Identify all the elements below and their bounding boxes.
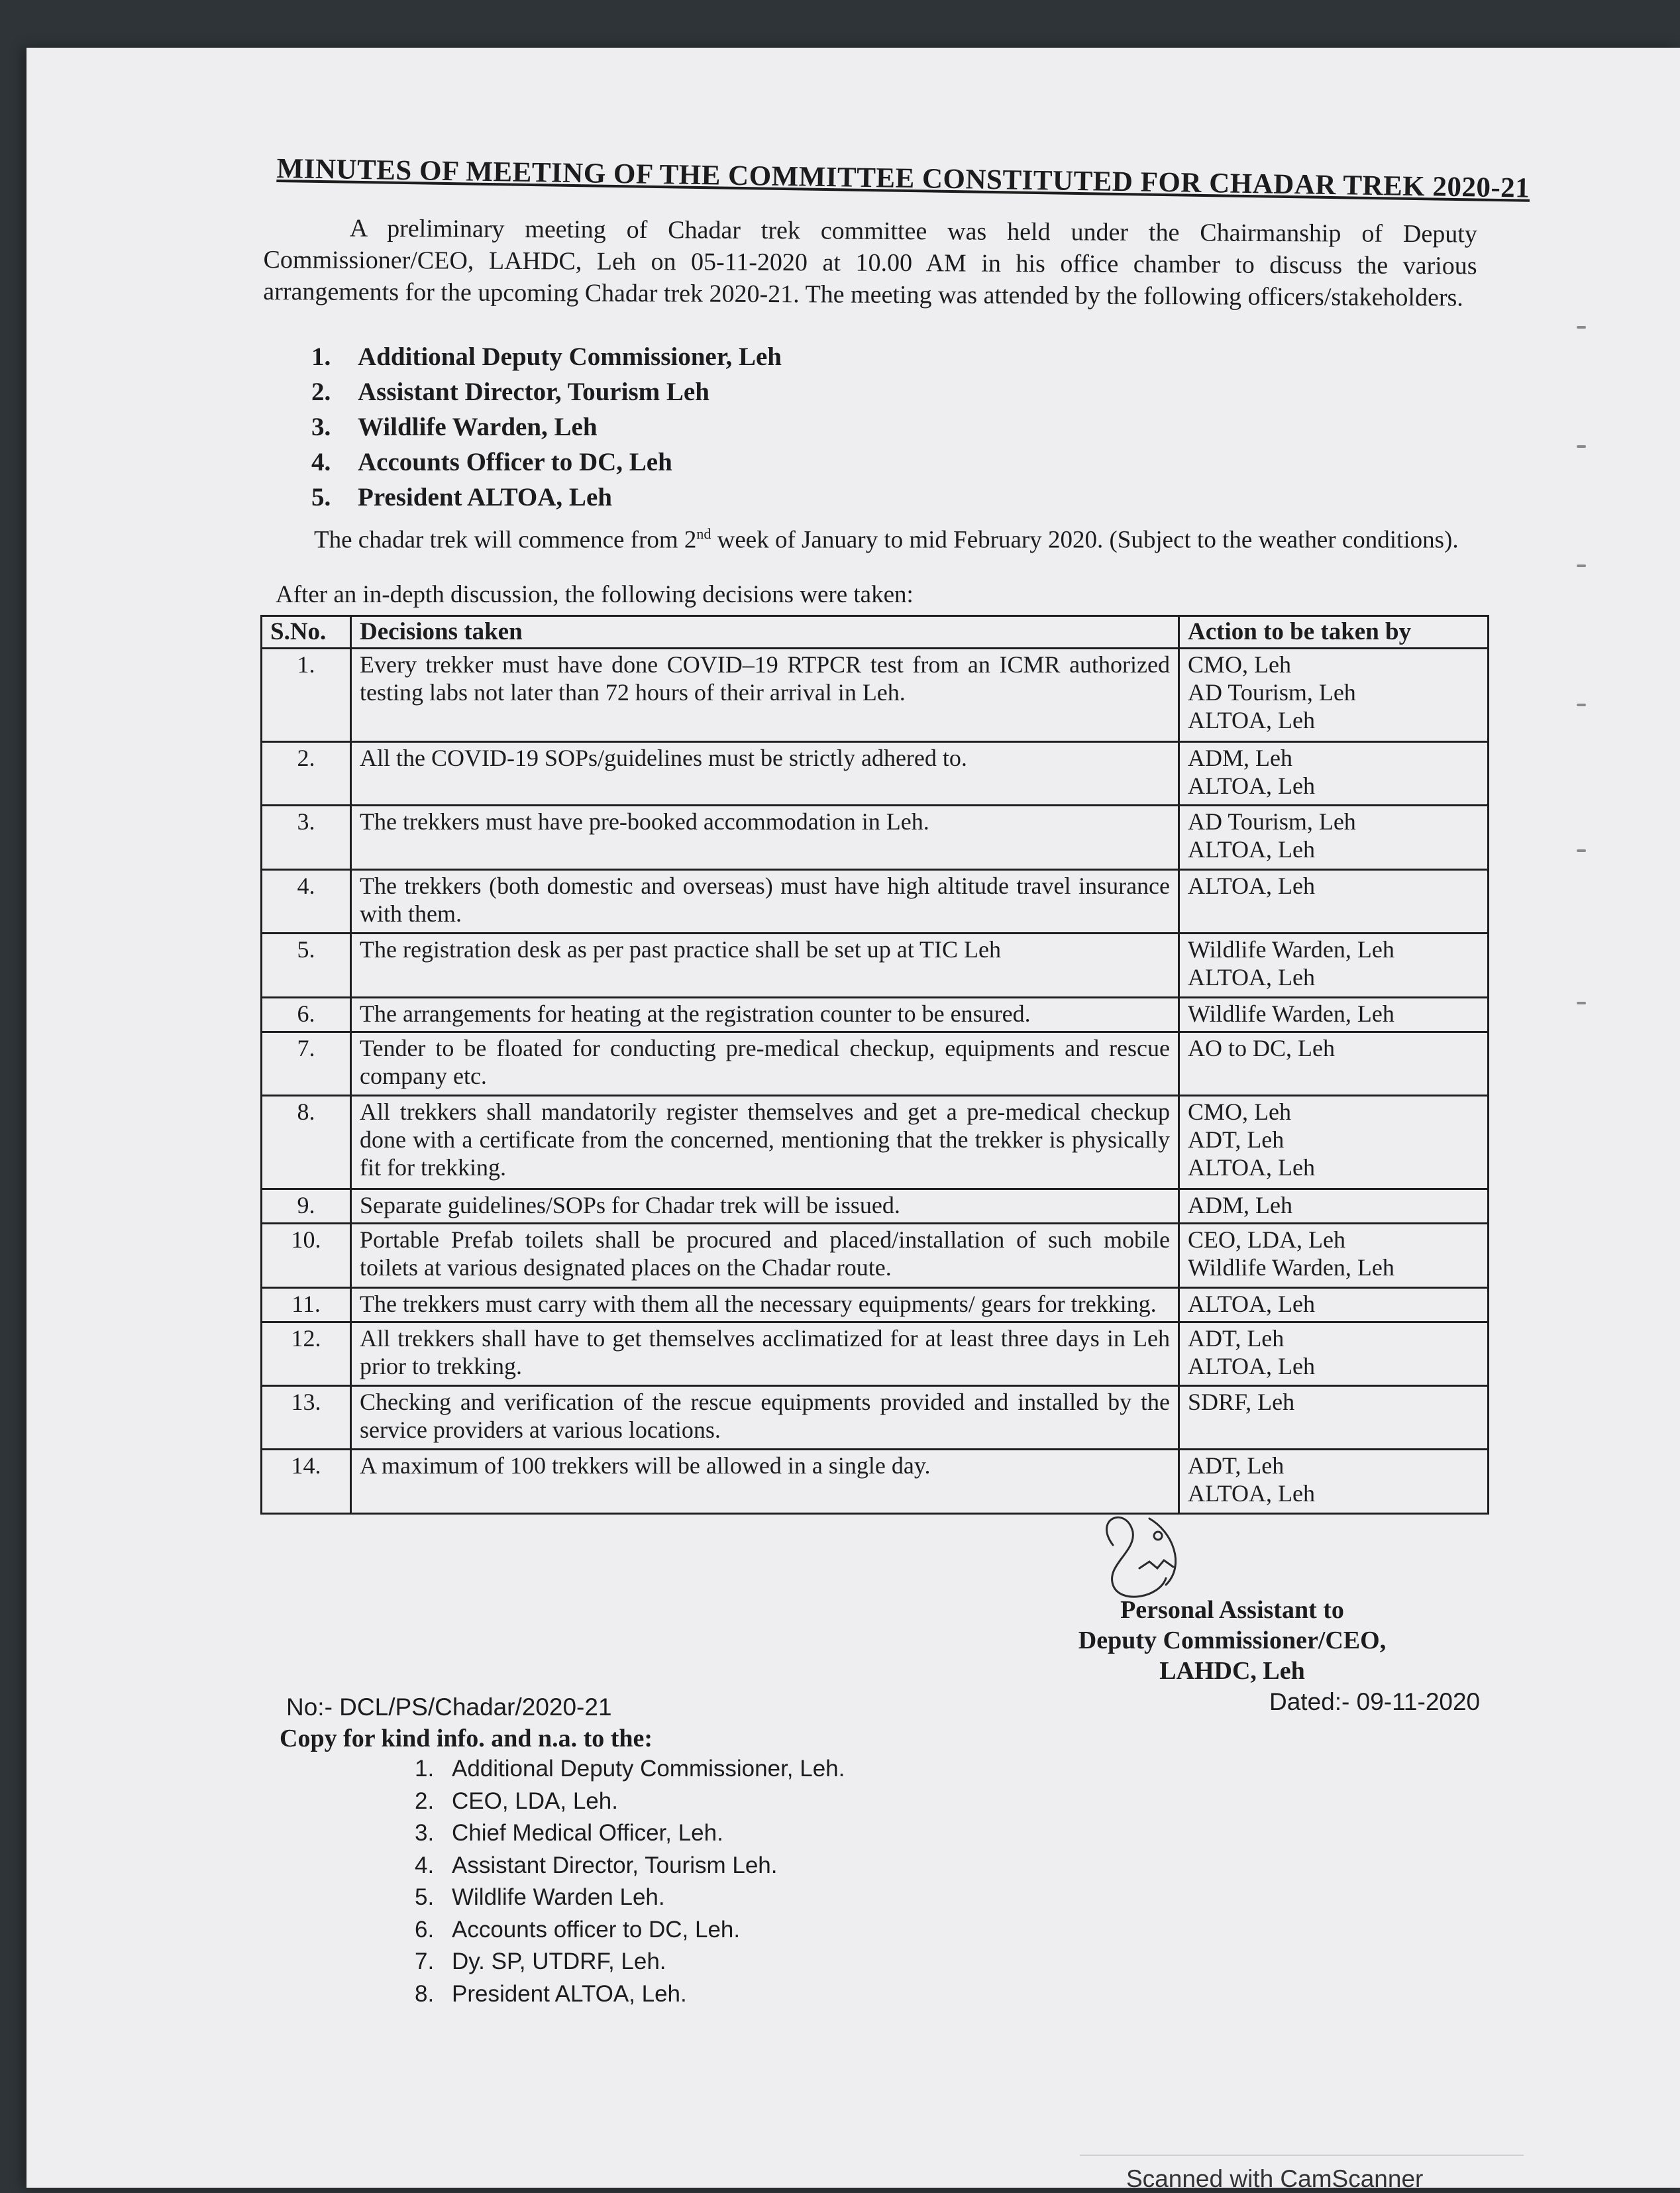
action-entry: ADT, Leh [1188,1452,1285,1479]
signature-line-1: Personal Assistant to [1120,1596,1344,1624]
decisions-table [260,615,1489,1515]
dated-line: Dated:- 09-11-2020 [1269,1688,1481,1715]
row-decision: The trekkers must carry with them all the necessary equipments/ gears for trekking. [351,1287,1179,1322]
table-row [262,1385,1489,1449]
table-row [262,934,1489,997]
action-entry: Wildlife Warden, Leh [1188,936,1394,963]
row-sno: 6. [262,997,351,1032]
action-entry: AD Tourism, Leh [1188,808,1356,835]
table-header-row [262,616,1489,649]
margin-mark [1577,704,1586,706]
attendee-item: 2. Assistant Director, Tourism Leh [311,378,709,406]
header-sno: S.No. [262,616,351,649]
row-decision: The trekkers (both domestic and overseas) must have high altitude travel insurance with them. [351,869,1179,933]
row-decision: All trekkers shall have to get themselves acclimatized for at least three days in Leh prior to trekking. [351,1322,1179,1385]
action-entry: ALTOA, Leh [1188,707,1315,733]
row-decision: Portable Prefab toilets shall be procured and placed/installation of such mobile toilets at various designated places on the Chadar route. [351,1224,1179,1287]
table-row [262,997,1489,1032]
row-decision: Tender to be floated for conducting pre-medical checkup, equipments and rescue company etc. [351,1032,1179,1095]
row-sno: 2. [262,741,351,805]
row-decision: The trekkers must have pre-booked accommodation in Leh. [351,806,1179,869]
margin-mark [1577,1002,1586,1004]
action-entry: SDRF, Leh [1188,1388,1295,1415]
attendee-item: 4. Accounts Officer to DC, Leh [311,448,672,476]
signature-line-2: Deputy Commissioner/CEO, [1078,1627,1387,1654]
table-row [262,1322,1489,1385]
margin-mark [1577,445,1586,448]
table-row [262,649,1489,742]
action-entry: ADT, Leh [1188,1126,1285,1153]
row-sno: 11. [262,1287,351,1322]
row-sno: 13. [262,1385,351,1449]
action-entry: ALTOA, Leh [1188,1154,1315,1181]
row-sno: 7. [262,1032,351,1095]
signature-block [1047,1595,1418,1686]
row-sno: 9. [262,1189,351,1224]
row-sno: 3. [262,806,351,869]
intro-text: A preliminary meeting of Chadar trek committee was held under the Chairmanship of Deputy Commissioner/CEO, LAHDC, Leh on 05-11-2020 at 10.00 AM in his office chamber to discuss the various arrangements for the upcoming Chadar trek 2020-21. The meeting was attended by the following officers/stakeholders. [263,214,1477,312]
row-action [1179,1032,1489,1095]
table-row [262,869,1489,933]
table-row [262,1032,1489,1095]
header-action: Action to be taken by [1179,616,1489,649]
row-action [1179,997,1489,1032]
row-action [1179,1224,1489,1287]
action-entry: ADM, Leh [1188,1192,1292,1219]
list-item: 2. CEO, LDA, Leh. [415,1788,618,1814]
row-action [1179,741,1489,805]
table-row [262,806,1489,869]
list-item: 5. Wildlife Warden Leh. [415,1884,665,1910]
action-entry: CEO, LDA, Leh [1188,1226,1345,1254]
row-action [1179,1450,1489,1514]
scanner-line [1080,2155,1524,2156]
list-item: 1. Additional Deputy Commissioner, Leh. [415,1756,845,1782]
list-item: 3. Chief Medical Officer, Leh. [415,1820,723,1846]
row-action [1179,1322,1489,1385]
action-entry: ALTOA, Leh [1188,1352,1315,1379]
action-entry: CMO, Leh [1188,651,1291,678]
table-row [262,1096,1489,1189]
table-row [262,1450,1489,1514]
copy-list [415,1753,845,2010]
list-item: 7. Dy. SP, UTDRF, Leh. [415,1949,666,1974]
margin-mark [1577,564,1586,567]
table-row [262,741,1489,805]
attendee-item: 3. Wildlife Warden, Leh [311,413,598,441]
reference-number: No:- DCL/PS/Chadar/2020-21 [286,1693,612,1721]
attendee-item: 1. Additional Deputy Commissioner, Leh [311,343,782,371]
action-entry: ALTOA, Leh [1188,964,1315,991]
row-sno: 4. [262,869,351,933]
row-decision: The registration desk as per past practice shall be set up at TIC Leh [351,934,1179,997]
copy-heading: Copy for kind info. and n.a. to the: [280,1725,653,1752]
action-entry: ADT, Leh [1188,1324,1285,1352]
row-decision: All the COVID-19 SOPs/guidelines must be strictly adhered to. [351,741,1179,805]
row-action [1179,1189,1489,1224]
action-entry: Wildlife Warden, Leh [1188,1000,1394,1027]
row-sno: 10. [262,1224,351,1287]
margin-mark [1577,849,1586,852]
row-sno: 5. [262,934,351,997]
row-decision: Checking and verification of the rescue equipments provided and installed by the service providers at various locations. [351,1385,1179,1449]
list-item: 8. President ALTOA, Leh. [415,1980,687,2007]
intro-paragraph [263,212,1477,314]
camscanner-watermark: Scanned with CamScanner [1126,2165,1424,2192]
row-decision: Every trekker must have done COVID–19 RTPCR test from an ICMR authorized testing labs not later than 72 hours of their arrival in Leh. [351,649,1179,742]
document-title: MINUTES OF MEETING OF THE COMMITTEE CONSTITUTED FOR CHADAR TREK 2020-21 [276,152,1530,204]
row-sno: 8. [262,1096,351,1189]
attendee-list [311,339,1106,515]
action-entry: Wildlife Warden, Leh [1188,1254,1394,1281]
action-entry: ALTOA, Leh [1188,1480,1315,1507]
margin-mark [1577,326,1586,329]
row-sno: 14. [262,1450,351,1514]
row-sno: 12. [262,1322,351,1385]
list-item: 4. Assistant Director, Tourism Leh. [415,1852,778,1878]
action-entry: ALTOA, Leh [1188,872,1315,899]
action-entry: AO to DC, Leh [1188,1034,1335,1061]
row-decision: A maximum of 100 trekkers will be allowed in a single day. [351,1450,1179,1514]
action-entry: ALTOA, Leh [1188,836,1315,863]
row-decision: All trekkers shall mandatorily register themselves and get a pre-medical checkup done with a certificate from the concerned, mentioning that the trekker is physically fit for trekking. [351,1096,1179,1189]
list-item: 6. Accounts officer to DC, Leh. [415,1916,741,1943]
row-action [1179,1385,1489,1449]
commence-paragraph: The chadar trek will commence from 2nd week of January to mid February 2020. (Subject to the weather conditions). [314,525,1459,554]
row-sno: 1. [262,649,351,742]
table-row [262,1287,1489,1322]
action-entry: ALTOA, Leh [1188,1290,1315,1317]
row-decision: Separate guidelines/SOPs for Chadar trek will be issued. [351,1189,1179,1224]
action-entry: AD Tourism, Leh [1188,679,1356,706]
document-page [26,48,1680,2192]
table-body [262,649,1489,1514]
table-row [262,1224,1489,1287]
row-action [1179,869,1489,933]
row-action [1179,1096,1489,1189]
signature-line-3: LAHDC, Leh [1159,1657,1305,1685]
row-decision: The arrangements for heating at the registration counter to be ensured. [351,997,1179,1032]
header-decision: Decisions taken [351,616,1179,649]
row-action [1179,806,1489,869]
row-action [1179,934,1489,997]
action-entry: CMO, Leh [1188,1098,1291,1126]
row-action [1179,1287,1489,1322]
row-action [1179,649,1489,742]
action-entry: ALTOA, Leh [1188,772,1315,799]
table-row [262,1189,1489,1224]
discussion-line: After an in-depth discussion, the following decisions were taken: [276,581,914,608]
action-entry: ADM, Leh [1188,744,1292,771]
attendee-item: 5. President ALTOA, Leh [311,483,612,511]
